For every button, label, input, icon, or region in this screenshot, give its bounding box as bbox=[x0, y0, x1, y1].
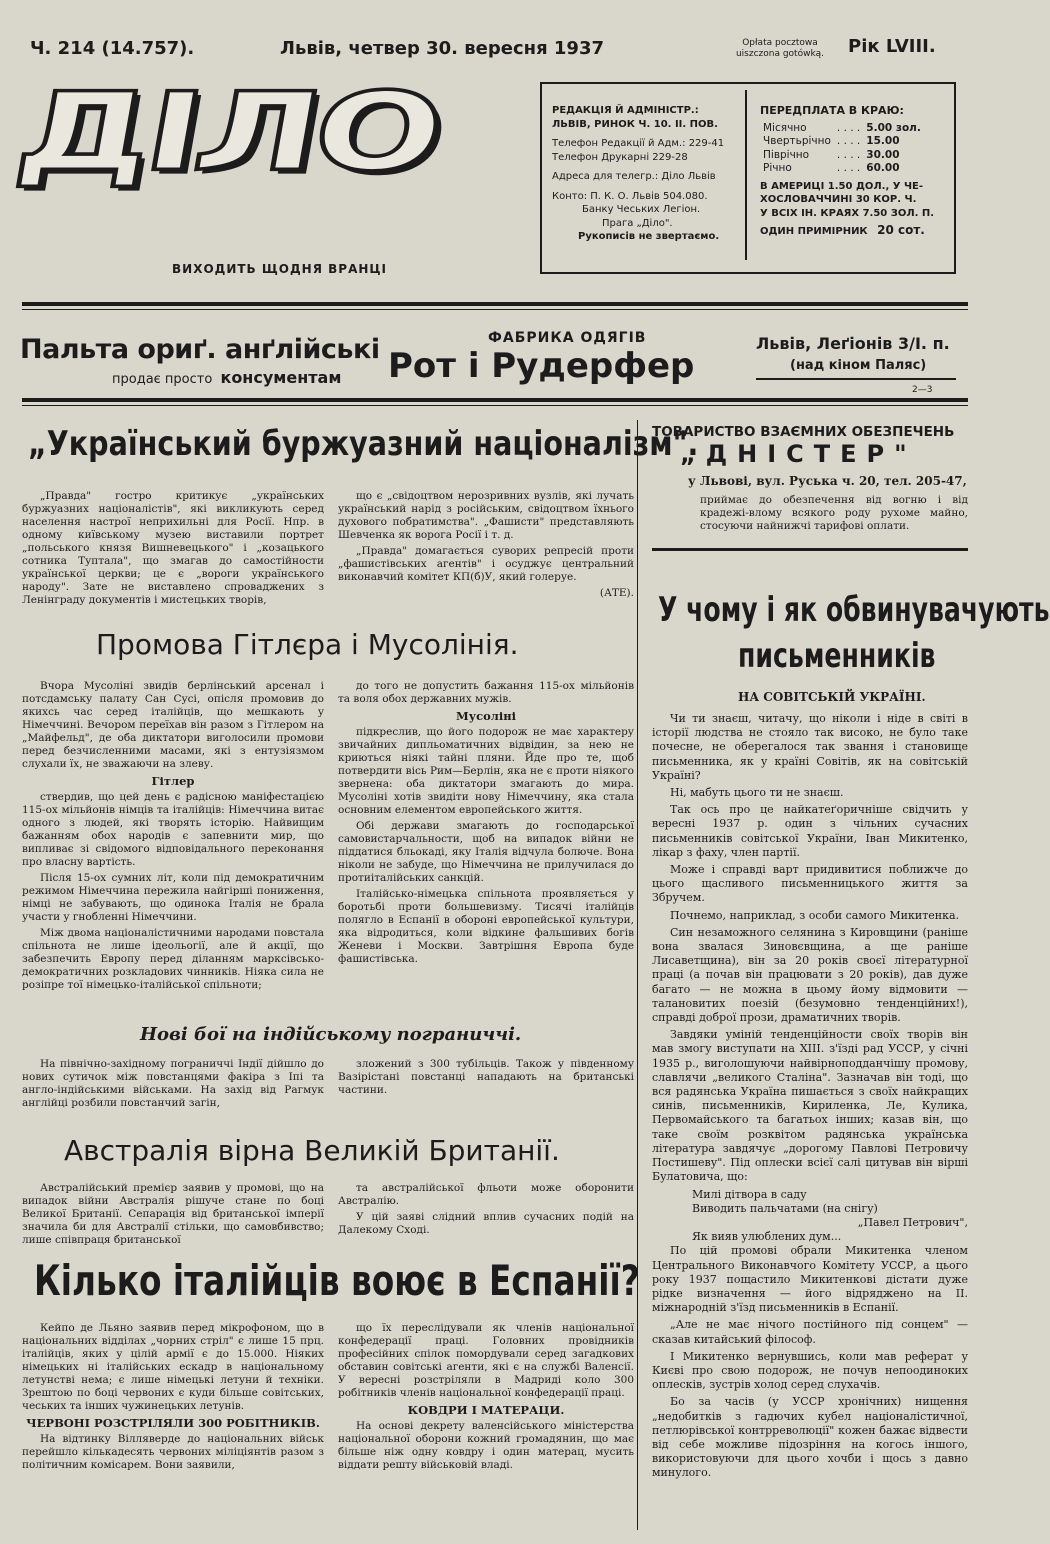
article-paragraph: та австралійської фльоти може оборонити Австралію. bbox=[338, 1182, 634, 1207]
insurance-address: у Львові, вул. Руська ч. 20, тел. 205-47, bbox=[688, 474, 967, 488]
price-row bbox=[760, 122, 924, 136]
ad-brand-name: Рот і Рудерфер bbox=[388, 346, 695, 386]
article-headline: письменників bbox=[738, 636, 936, 676]
editorial-line: Телефон Друкарні 229-28 bbox=[552, 151, 688, 163]
article-paragraph: І Микитенко вернувшись, коли мав реферат у Києві про свою подорож, не почув непоодиноких оплесків, зустрів холод серед слухачів. bbox=[652, 1349, 968, 1392]
editorial-line: Телефон Редакції й Адм.: 229-41 bbox=[552, 138, 725, 149]
dots: . . . . bbox=[836, 148, 861, 161]
article-paragraph: Син незаможного селянина з Кировщини (раніше вона звалася Зиновєвщина, а ще раніше Лисаветщина), він за 20 років своєї літературної праці (а почав він працювати з 20 років), дав дуже багато — не можна в цьому йому відмовити — талановитих поезій (безумовно тенденційних!), справді доброї прози, драматичних творів. bbox=[652, 925, 968, 1025]
article-paragraph: Так ось про це найкатеґоричніше свідчить у вересні 1937 р. один з чільних сучасних письменників совітської України, Іван Микитенко, лікар з фаху, член партії. bbox=[652, 803, 968, 859]
ad-consumers-text: консументам bbox=[220, 368, 342, 387]
article-paragraph: У цій заяві слідний вплив сучасних подій на Далекому Сході. bbox=[338, 1211, 634, 1236]
insurance-company-name: „ДНІСТЕР" bbox=[680, 440, 917, 468]
editorial-line: РЕДАКЦІЯ Й АДМІНІСТР.: bbox=[552, 105, 699, 116]
article-column bbox=[22, 1182, 324, 1250]
price-row bbox=[760, 149, 924, 163]
price-value: 60.00 bbox=[866, 162, 900, 174]
ad-factory-label: ФАБРИКА ОДЯГІВ bbox=[488, 330, 647, 346]
single-copy-label: ОДИН ПРИМІРНИК bbox=[760, 226, 868, 237]
article-paragraph: що їх переслідували як членів національної конфедерації праці. Головних провідників професійних спілок помордували серед загадкових обставин совітські агенти, які є на службі Валенсії. У вересні розстріляли в Мадриді коло 300 робітників членів національної конфедерації праці. bbox=[338, 1322, 634, 1399]
editorial-details bbox=[552, 104, 738, 244]
single-copy bbox=[760, 224, 946, 239]
ad-address: Львів, Леґіонів 3/І. п. bbox=[756, 334, 950, 353]
article-headline: Промова Гітлєра і Мусолінія. bbox=[96, 628, 519, 661]
divider-rule bbox=[22, 309, 968, 310]
article-headline: Кілько італійців воює в Еспанії? bbox=[34, 1256, 640, 1305]
article-paragraph: Вчора Мусоліні звидів берлінський арсенал і потсдамську палату Сан Сусі, опісля промовив до якихсь час серед італійців, що мешкають у Німеччині. Вечором переїхав він разом з Гітлером на „Майфельд", де оба диктатори виголосили промови перед безчисленними масами, які з ентузіязмом слухали їх, не зважаючи на злеву. bbox=[22, 680, 324, 770]
abroad-price: ХОСЛОВАЧЧИНІ 30 КОР. Ч. bbox=[760, 194, 917, 205]
article-paragraph: підкреслив, що його подорож не має характеру звичайних дипльоматичних відвідин, за нею не криються ніякі тайні пляни. Йде про те, щоб потвердити вісь Рим—Берлін, яка не є проти ніякого звернена: оба диктатори змагають до мира. Мусоліні хотів звидіти нову Німеччину, яка стала основним елементом европейського життя. bbox=[338, 726, 634, 816]
price-value: 30.00 bbox=[866, 148, 900, 161]
subscription-details bbox=[760, 104, 946, 239]
verse-line: Як вияв улюблених дум... bbox=[692, 1230, 842, 1244]
article-column bbox=[22, 1322, 324, 1475]
article-paragraph: Обі держави змагають до господарської самовистарчальности, щоб на випадок війни не піддатися бльокаді, яку Італія відчула болюче. Вона ніколи не забуде, що Німеччина не прилучилася до протиіталійських санкцій. bbox=[338, 820, 634, 884]
article-paragraph: Австралійський премієр заявив у промові, що на випадок війни Австралія рішуче стане по боці Великої Британії. Сепарація від британської імперії значила би для Австралії стільки, що самовбивство; лише співпраця британської bbox=[22, 1182, 324, 1246]
article-column bbox=[338, 680, 634, 969]
price-row bbox=[760, 162, 924, 176]
price-row bbox=[760, 135, 924, 149]
article-paragraph: що є „свідоцтвом нерозривних вузлів, які лучать український нарід з російським, свідоцтвом їхнього духового побратимства". „Фашисти" представляють Шевченка як ворога Росії і т. д. bbox=[338, 490, 634, 541]
article-paragraph: Бо за часів (у УССР хронічних) нищення „недобитків з гадючих кубел націоналістичної, петлюрівської контрреволюції" кожен бажає відвести від себе можливе підозріння на когось іншого, використовуючи для цього хочби і щось з давно минулого. bbox=[652, 1395, 968, 1480]
article-paragraph: На відтинку Вілляверде до національних військ перейшло кількадесять червоних міліціянтів разом з політичним комісарем. Вони заявили, bbox=[22, 1433, 324, 1471]
abroad-price: В АМЕРИЦІ 1.50 ДОЛ., У ЧЕ- bbox=[760, 180, 924, 192]
article-column bbox=[22, 680, 324, 995]
article-column bbox=[338, 1322, 634, 1475]
abroad-price: У ВСІХ ІН. КРАЯХ 7.50 ЗОЛ. П. bbox=[760, 207, 935, 219]
year-number: Рік LVIII. bbox=[848, 36, 936, 57]
price-label: Річно bbox=[763, 162, 792, 174]
divider-rule bbox=[22, 405, 968, 406]
article-paragraph: Завдяки уміній тенденційности своїх творів він мав змогу виступати на XIII. з'їзді рад УССР, у січні 1935 р., виголошуючи найвірноподданчішу промову, славлячи „великого Сталіна". Зазначав він тоді, що вся радянська Україна пишається з своїх найкращих синів, письменників, Кириленка, Ле, Кулика, Первомайського та багатьох інших; казав він, що таке своїм розквітом радянська українська література завдячує „дорогому Павлові Петровичу Постишеву". Під оплески всієї салі цитував він вірші Булатовича, що: bbox=[652, 1028, 968, 1184]
article-paragraph: На основі декрету валенсійського міністерства національної оборони кожний громадянин, що має більше ніж одну ковдру і один матерац, мусить віддати решту військовій владі. bbox=[338, 1420, 634, 1471]
editorial-line: ЛЬВІВ, РИНОК Ч. 10. II. ПОВ. bbox=[552, 118, 718, 130]
article-paragraph: Почнемо, наприклад, з особи самого Микитенка. bbox=[670, 908, 960, 922]
editorial-line: Банку Чеських Легіон. bbox=[582, 204, 701, 215]
single-copy-price: 20 сот. bbox=[877, 223, 925, 237]
price-value: 5.00 зол. bbox=[866, 121, 921, 134]
price-label: Чвертьрічно bbox=[763, 135, 831, 147]
article-paragraph: Кейпо де Льяно заявив перед мікрофоном, що в національних відділах „чорних стріл" є лише 15 прц. італійців, яких у цілій армії є до 15.000. Ніяких німецьких ні італійських ескадр в національному летунстві нема; є лише німецькі летуни й техніки. Зрештою по боці червоних є куди більше совітських, чеських та інших чужинецьких летунів. bbox=[22, 1322, 324, 1412]
article-headline: У чому і як обвинувачують bbox=[658, 590, 1050, 630]
ad-coats-subline bbox=[112, 368, 341, 387]
divider-rule bbox=[22, 398, 968, 402]
article-paragraph: По цій промові обрали Микитенка членом Центрального Виконавчого Комітету УССР, а цього року 1937 пощастило Микитенкові дістати дуже рідке визначення — його відряджено на II. міжнародній з'їзд письменників в Еспанії. bbox=[652, 1244, 968, 1315]
article-source: (АТЕ). bbox=[599, 587, 634, 599]
article-paragraph: Може і справді варт придивитися поближче до цього щасливого письменницького життя за Збручем. bbox=[652, 863, 968, 905]
editorial-line: Прага „Діло". bbox=[602, 217, 673, 229]
editorial-line: Конто: П. К. О. Львів 504.080. bbox=[552, 190, 708, 202]
article-paragraph: Між двома націоналістичними народами повстала спільнота не лише ідеольогії, але й акції, що забезпечить Европу перед діланням марксівсько-демократичних розкладових чинників. Ніяка сила не розіпре тої німецько-італійської спільноти; bbox=[22, 927, 324, 991]
article-paragraph: „Правда" домагається суворих репресій проти „фашистівських агентів" і осуджує центральний виконавчий комітет КП(б)У, який голеруе. bbox=[338, 545, 634, 583]
verse-line: Милі дітвора в саду bbox=[692, 1187, 807, 1201]
article-subheading: КОВДРИ І МАТЕРАЦИ. bbox=[407, 1403, 565, 1417]
ad-underline bbox=[756, 378, 956, 380]
subscription-table bbox=[760, 122, 924, 176]
article-subheading: Гітлер bbox=[151, 774, 195, 788]
dots: . . . . bbox=[836, 121, 861, 134]
price-label: Піврічно bbox=[763, 148, 810, 161]
article-paragraph: Італійсько-німецька спільнота проявляється у боротьбі проти большевизму. Тисячі італійців полягло в Еспанії в обороні европейської культури, яка відродиться, коли відкине фальшивих богів Женеви і Москви. Завтрішня Европа буде фашистівська. bbox=[338, 888, 634, 965]
dots: . . . . bbox=[836, 135, 861, 147]
divider-rule bbox=[22, 302, 968, 306]
dots: . . . . bbox=[836, 162, 861, 174]
article-column bbox=[338, 490, 634, 600]
article-paragraph: Після 15-ох сумних літ, коли під демократичним режимом Німеччина пережила найгірші пониження, німці не забувають, що одинока Італія не брала участи у гнобленні Німеччини. bbox=[22, 872, 324, 923]
subscription-title: ПЕРЕДПЛАТА В КРАЮ: bbox=[760, 104, 904, 117]
masthead-logo: ДІЛО bbox=[7, 70, 448, 196]
ad-sells-text: продає просто bbox=[112, 372, 213, 387]
postage-note: Opłata pocztowa uiszczona gotówką. bbox=[735, 38, 825, 59]
verse-line: „Павел Петрович", bbox=[857, 1215, 968, 1229]
place-date: Львів, четвер 30. вересня 1937 bbox=[280, 38, 605, 59]
article-column bbox=[652, 712, 968, 1484]
tagline: ВИХОДИТЬ ЩОДНЯ ВРАНЦІ bbox=[172, 262, 388, 276]
editorial-line: Адреса для телегр.: Діло Львів bbox=[552, 171, 716, 182]
article-column bbox=[22, 490, 324, 610]
price-value: 15.00 bbox=[866, 135, 900, 147]
article-headline: „Український буржуазний націоналізм". bbox=[28, 424, 699, 464]
article-headline: Австралія вірна Великій Британії. bbox=[64, 1134, 560, 1167]
article-paragraph: Ні, мабуть цього ти не знаєш. bbox=[670, 786, 844, 800]
editorial-line: Рукописів не звертаємо. bbox=[578, 231, 720, 242]
insurance-text: приймає до обезпечення від вогню і від крадежі-влому всякого роду рухоме майно, стосуючи найнижчі тарифові оплати. bbox=[700, 494, 968, 532]
verse-line: Виводить пальчатами (на снігу) bbox=[692, 1201, 878, 1215]
article-paragraph: На північно-західному пограниччі Індії дійшло до нових сутичок між повстанцями факіра з Іпі та англо-індійськими військами. На захід від Рагмук англійці розбили повстанчий загін, bbox=[22, 1058, 324, 1109]
article-subtitle: НА СОВІТСЬКІЙ УКРАЇНІ. bbox=[738, 690, 926, 704]
ad-code: 2—3 bbox=[912, 385, 933, 395]
column-rule bbox=[637, 420, 638, 1530]
divider-rule bbox=[652, 548, 968, 551]
box-divider bbox=[745, 90, 747, 260]
price-label: Місячно bbox=[763, 121, 807, 134]
article-paragraph: Чи ти знаєш, читачу, що ніколи і ніде в світі в історії людства не стояло так високо, не було таке почесне, не оберегалося так звання і становище письменника, як у країні Совітів, як на совітській Україні? bbox=[652, 712, 968, 782]
issue-number: Ч. 214 (14.757). bbox=[30, 38, 195, 59]
article-column bbox=[338, 1058, 634, 1100]
article-paragraph: до того не допустить бажання 115-ох мільйонів та воля обох державних мужів. bbox=[338, 680, 634, 705]
ad-coats-headline: Пальта ориґ. анґлійські bbox=[20, 334, 380, 365]
article-paragraph: „Правда" гостро критикує „українських буржуазних націоналістів", які викликують серед населення настрої неприхильні для Росії. Нпр. в одному київському музею виставили портрет „польського князя Вишневецького" і „козацького сотника Туптала", що змагав до самостійности української церкви; це є „вороги українського народу". Зате не виставлено спроваджених з Ленінграду документів і мистецьких творів, bbox=[22, 490, 324, 606]
article-subheading: ЧЕРВОНІ РОЗСТРІЛЯЛИ 300 РОБІТНИКІВ. bbox=[26, 1416, 320, 1430]
article-headline: Нові бої на індійському пограниччі. bbox=[140, 1024, 522, 1045]
article-column bbox=[338, 1182, 634, 1240]
article-column bbox=[22, 1058, 324, 1113]
ad-address-note: (над кіном Паляс) bbox=[790, 358, 927, 373]
article-paragraph: ствердив, що цей день є радісною маніфестацією 115-ох мільйонів німців та італійців: Німеччина витає одного з людей, які творять історію. Найвищим бажанням обох народів є запевнити мир, що випливає зі свідомого відповідального переконання про власну вартість. bbox=[22, 791, 324, 868]
insurance-company-label: ТОВАРИСТВО ВЗАЄМНИХ ОБЕЗПЕЧЕНЬ bbox=[652, 424, 955, 440]
article-subheading: Мусоліні bbox=[455, 709, 517, 723]
article-paragraph: зложений з 300 тубільців. Також у південному Вазірістані повстанці нападають на британські частини. bbox=[338, 1058, 634, 1096]
article-paragraph: „Але не має нічого постійного під сонцем" — сказав китайський філософ. bbox=[652, 1318, 968, 1346]
